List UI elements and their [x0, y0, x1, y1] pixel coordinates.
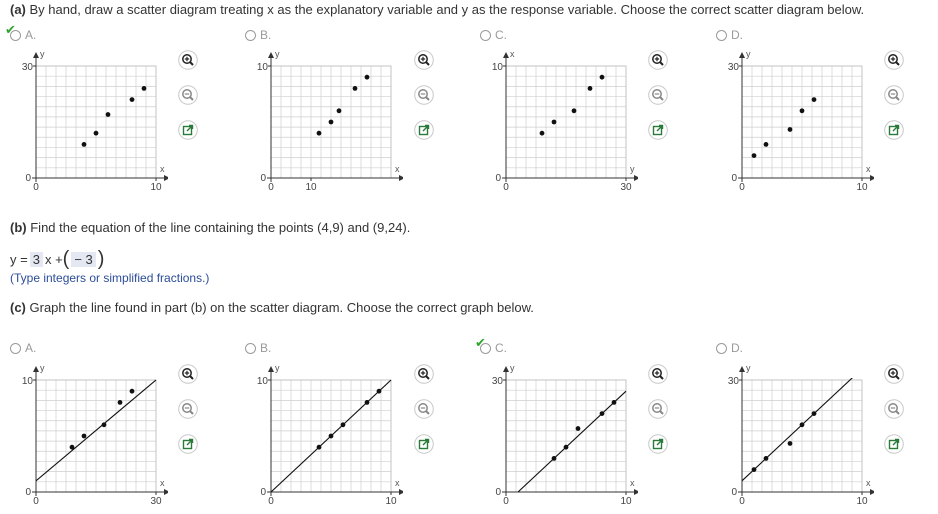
- radio-button[interactable]: [480, 30, 491, 41]
- data-point-5: [812, 97, 817, 102]
- x-tick-label-min: 0: [268, 182, 274, 193]
- data-point-1: [752, 467, 757, 472]
- y-tick-label-min: 0: [495, 487, 501, 498]
- part-a-option-b[interactable]: [245, 28, 271, 42]
- data-point-4: [588, 86, 593, 91]
- y-axis-label: y: [275, 49, 280, 59]
- data-point-3: [788, 441, 793, 446]
- x-axis-label: x: [866, 164, 871, 174]
- x-axis-label: x: [395, 164, 400, 174]
- x-tick-label-min: 0: [33, 182, 39, 193]
- data-point-4: [365, 400, 370, 405]
- x-axis-label: x: [395, 478, 400, 488]
- x-axis-label: x: [160, 478, 165, 488]
- graph-tools: [648, 50, 670, 155]
- popout-icon[interactable]: [884, 120, 904, 140]
- part-c-label: (c): [10, 300, 26, 315]
- y-tick-label-max: 10: [491, 62, 503, 73]
- x-tick-label-max: 30: [620, 182, 632, 193]
- part-a-option-a[interactable]: [5, 22, 37, 42]
- zoom-in-icon[interactable]: [648, 50, 668, 70]
- x-tick-label-max: 10: [620, 496, 632, 507]
- data-point-1: [552, 456, 557, 461]
- y-tick-label-max: 10: [256, 376, 268, 387]
- x-axis-label: y: [630, 164, 635, 174]
- x-tick-label-min: 0: [739, 496, 745, 507]
- popout-icon[interactable]: [884, 434, 904, 454]
- data-point-3: [106, 112, 111, 117]
- part-b-text: Find the equation of the line containing the points (4,9) and (9,24).: [30, 220, 411, 235]
- x-tick-label-min: 0: [503, 496, 509, 507]
- zoom-in-icon[interactable]: [414, 364, 434, 384]
- graph-tools: [648, 364, 670, 469]
- intercept-answer[interactable]: − 3: [71, 252, 95, 267]
- part-b-question: [10, 220, 410, 235]
- y-tick-label-max: 30: [21, 62, 33, 73]
- x-tick-label-min: 0: [739, 182, 745, 193]
- zoom-out-icon[interactable]: [414, 85, 434, 105]
- part-a-graph-c: [478, 44, 638, 194]
- part-a-graph-b: [243, 44, 403, 194]
- data-point-1: [82, 142, 87, 147]
- slope-answer[interactable]: 3: [30, 252, 43, 267]
- popout-icon[interactable]: [414, 120, 434, 140]
- y-axis-label: y: [746, 363, 751, 373]
- y-axis-label: x: [510, 49, 515, 59]
- graph-tools: [414, 50, 436, 155]
- zoom-in-icon[interactable]: [178, 50, 198, 70]
- option-letter: D.: [731, 28, 743, 42]
- data-point-2: [329, 120, 334, 125]
- zoom-out-icon[interactable]: [884, 399, 904, 419]
- y-tick-label-max: 30: [727, 62, 739, 73]
- option-letter: A.: [25, 341, 37, 355]
- x-axis-label: x: [160, 164, 165, 174]
- equation-x-plus: x +: [44, 251, 63, 267]
- x-tick-label-min: 0: [268, 496, 274, 507]
- data-point-4: [353, 86, 358, 91]
- zoom-out-icon[interactable]: [648, 399, 668, 419]
- y-tick-label-min: 0: [260, 487, 266, 498]
- part-b-label: (b): [10, 220, 27, 235]
- zoom-in-icon[interactable]: [884, 50, 904, 70]
- data-point-2: [564, 445, 569, 450]
- option-letter: B.: [260, 341, 272, 355]
- popout-icon[interactable]: [648, 434, 668, 454]
- data-point-5: [365, 75, 370, 80]
- popout-icon[interactable]: [178, 120, 198, 140]
- data-point-5: [130, 389, 135, 394]
- y-axis-label: y: [40, 49, 45, 59]
- data-point-5: [812, 411, 817, 416]
- y-tick-label-max: 30: [727, 376, 739, 387]
- data-point-1: [70, 445, 75, 450]
- part-c-option-c[interactable]: [475, 335, 507, 355]
- zoom-out-icon[interactable]: [414, 399, 434, 419]
- x-tick-label-max: 10: [305, 182, 317, 193]
- zoom-out-icon[interactable]: [884, 85, 904, 105]
- y-axis-label: y: [40, 363, 45, 373]
- part-c-graph-c: [478, 358, 638, 508]
- popout-icon[interactable]: [178, 434, 198, 454]
- data-point-5: [142, 86, 147, 91]
- data-point-4: [130, 97, 135, 102]
- y-axis-label: y: [275, 363, 280, 373]
- answer-format-note: (Type integers or simplified fractions.): [10, 271, 210, 285]
- part-c-text: Graph the line found in part (b) on the scatter diagram. Choose the correct graph below.: [29, 300, 534, 315]
- data-point-5: [377, 389, 382, 394]
- data-point-2: [764, 456, 769, 461]
- data-point-3: [102, 422, 107, 427]
- fitted-line: [518, 391, 626, 492]
- graph-tools: [414, 364, 436, 469]
- zoom-in-icon[interactable]: [414, 50, 434, 70]
- data-point-2: [94, 131, 99, 136]
- y-tick-label-max: 10: [256, 62, 268, 73]
- part-a-option-c[interactable]: [480, 28, 507, 42]
- correct-check-icon: ✔: [475, 335, 486, 350]
- y-tick-label-min: 0: [495, 173, 501, 184]
- y-tick-label-min: 0: [25, 173, 31, 184]
- graph-tools: [884, 364, 906, 469]
- left-paren: (: [62, 248, 70, 270]
- part-c-option-a[interactable]: [10, 341, 36, 355]
- y-axis-label: y: [746, 49, 751, 59]
- data-point-3: [337, 108, 342, 113]
- zoom-in-icon[interactable]: [884, 364, 904, 384]
- equation-prefix: y =: [10, 251, 28, 267]
- y-tick-label-max: 10: [21, 376, 33, 387]
- zoom-out-icon[interactable]: [648, 85, 668, 105]
- data-point-3: [576, 426, 581, 431]
- graph-tools: [884, 50, 906, 155]
- y-axis-label: y: [510, 363, 515, 373]
- zoom-out-icon[interactable]: [178, 85, 198, 105]
- x-tick-label-max: 30: [150, 496, 162, 507]
- data-point-2: [82, 434, 87, 439]
- data-point-4: [800, 422, 805, 427]
- data-point-1: [317, 131, 322, 136]
- y-tick-label-min: 0: [25, 487, 31, 498]
- part-a-question: [10, 2, 864, 17]
- part-c-graph-a: [8, 358, 168, 508]
- option-letter: A.: [25, 28, 37, 42]
- correct-check-icon: ✔: [5, 22, 16, 37]
- radio-button[interactable]: [716, 343, 727, 354]
- data-point-2: [329, 434, 334, 439]
- zoom-out-icon[interactable]: [178, 399, 198, 419]
- x-axis-label: x: [630, 478, 635, 488]
- graph-tools: [178, 364, 200, 469]
- option-letter: C.: [495, 28, 507, 42]
- part-c-graph-b: [243, 358, 403, 508]
- part-c-option-b[interactable]: [245, 341, 271, 355]
- data-point-3: [572, 108, 577, 113]
- zoom-in-icon[interactable]: [178, 364, 198, 384]
- x-tick-label-max: 10: [150, 182, 162, 193]
- option-letter: D.: [731, 341, 743, 355]
- y-tick-label-max: 30: [491, 376, 503, 387]
- radio-button[interactable]: [716, 30, 727, 41]
- x-tick-label-max: 10: [856, 496, 868, 507]
- y-tick-label-min: 0: [260, 173, 266, 184]
- part-a-text: By hand, draw a scatter diagram treating x as the explanatory variable and y as the response variable. Choose the correct scatter diagram below.: [29, 2, 865, 17]
- popout-icon[interactable]: [414, 434, 434, 454]
- option-letter: B.: [260, 28, 272, 42]
- data-point-1: [317, 445, 322, 450]
- data-point-4: [118, 400, 123, 405]
- data-point-5: [600, 75, 605, 80]
- option-letter: C.: [495, 341, 507, 355]
- part-a-option-d[interactable]: [716, 28, 743, 42]
- x-tick-label-max: 10: [856, 182, 868, 193]
- part-c-graph-d: [714, 358, 874, 508]
- equation-line: [10, 250, 104, 268]
- data-point-1: [752, 153, 757, 158]
- part-c-option-d[interactable]: [716, 341, 743, 355]
- data-point-2: [764, 142, 769, 147]
- radio-button[interactable]: [10, 343, 21, 354]
- data-point-3: [341, 422, 346, 427]
- data-point-4: [800, 108, 805, 113]
- radio-button[interactable]: [245, 30, 256, 41]
- popout-icon[interactable]: [648, 120, 668, 140]
- x-tick-label-min: 0: [33, 496, 39, 507]
- x-tick-label-max: 10: [385, 496, 397, 507]
- graph-tools: [178, 50, 200, 155]
- radio-button[interactable]: [245, 343, 256, 354]
- data-point-2: [552, 120, 557, 125]
- data-point-5: [612, 400, 617, 405]
- part-a-label: (a): [10, 2, 26, 17]
- x-axis-label: x: [866, 478, 871, 488]
- part-a-graph-d: [714, 44, 874, 194]
- right-paren: ): [97, 248, 105, 270]
- y-tick-label-min: 0: [731, 487, 737, 498]
- y-tick-label-min: 0: [731, 173, 737, 184]
- data-point-1: [540, 131, 545, 136]
- x-tick-label-min: 0: [503, 182, 509, 193]
- part-a-graph-a: [8, 44, 168, 194]
- part-c-question: [10, 300, 534, 315]
- data-point-4: [600, 411, 605, 416]
- data-point-3: [788, 127, 793, 132]
- zoom-in-icon[interactable]: [648, 364, 668, 384]
